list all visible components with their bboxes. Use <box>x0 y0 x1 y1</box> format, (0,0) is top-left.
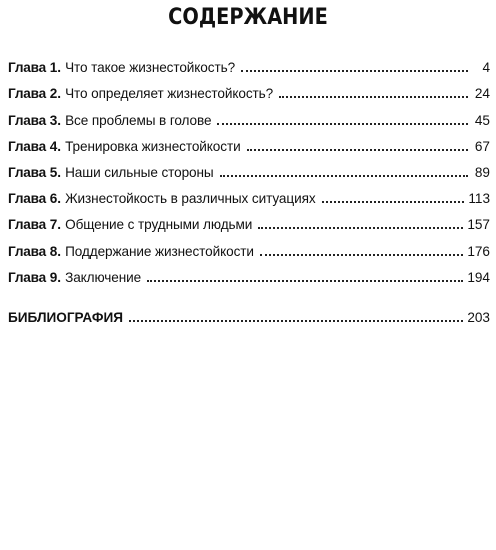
chapter-title: Жизнестойкость в различных ситуациях <box>65 191 316 207</box>
toc-entry-2[interactable] <box>8 76 490 102</box>
chapter-number: 1. <box>49 60 62 76</box>
toc-entry-bibliography[interactable] <box>8 300 490 326</box>
chapter-title: Поддержание жизнестойкости <box>65 243 254 259</box>
page-number: 24 <box>474 86 490 102</box>
toc-entry-3[interactable] <box>8 102 490 128</box>
chapter-prefix: Глава <box>8 164 46 180</box>
page-number: 157 <box>467 217 490 233</box>
toc-entry-5[interactable] <box>8 155 490 181</box>
chapter-prefix: Глава <box>8 243 46 259</box>
chapter-number: 4. <box>49 138 62 154</box>
dot-leader <box>258 227 463 229</box>
toc-entry-1[interactable] <box>8 50 490 76</box>
chapter-prefix: Глава <box>8 269 46 285</box>
dot-leader <box>260 254 463 256</box>
chapter-prefix: Глава <box>8 112 46 128</box>
chapter-number: 9. <box>49 269 62 285</box>
page-number: 67 <box>474 138 490 154</box>
page-title: СОДЕРЖАНИЕ <box>168 5 328 30</box>
page-number: 113 <box>468 191 490 207</box>
toc-entry-7[interactable] <box>8 207 490 233</box>
dot-leader <box>220 175 468 177</box>
page-number: 203 <box>467 309 490 325</box>
dot-leader <box>279 96 468 98</box>
chapter-number: 8. <box>49 243 62 259</box>
chapter-title: Все проблемы в голове <box>65 112 212 128</box>
toc-entry-8[interactable] <box>8 233 490 259</box>
chapter-prefix: Глава <box>8 86 46 102</box>
chapter-number: 5. <box>49 164 62 180</box>
chapter-title: Заключение <box>65 269 142 285</box>
chapter-number: 3. <box>49 112 62 128</box>
chapter-title: Что определяет жизнестойкость? <box>65 86 274 102</box>
chapter-prefix: Глава <box>8 60 46 76</box>
dot-leader <box>129 320 463 322</box>
bibliography-label: БИБЛИОГРАФИЯ <box>8 309 124 325</box>
toc-entry-6[interactable] <box>8 181 490 207</box>
page-number: 194 <box>467 269 490 285</box>
chapter-title: Наши сильные стороны <box>65 164 214 180</box>
dot-leader <box>247 149 468 151</box>
chapter-number: 7. <box>49 217 62 233</box>
dot-leader <box>241 70 468 72</box>
page-number: 45 <box>474 112 490 128</box>
chapter-title: Тренировка жизнестойкости <box>65 138 241 154</box>
page-number: 4 <box>482 60 490 76</box>
toc-entry-9[interactable] <box>8 260 490 286</box>
dot-leader <box>217 123 468 125</box>
chapter-title: Общение с трудными людьми <box>65 217 253 233</box>
toc-entry-4[interactable] <box>8 129 490 155</box>
page-number: 89 <box>474 164 490 180</box>
dot-leader <box>147 280 463 282</box>
chapter-prefix: Глава <box>8 138 46 154</box>
chapter-number: 6. <box>49 191 62 207</box>
dot-leader <box>322 201 465 203</box>
toc-list <box>8 50 490 326</box>
chapter-prefix: Глава <box>8 191 46 207</box>
chapter-prefix: Глава <box>8 217 46 233</box>
page-number: 176 <box>467 243 490 259</box>
chapter-number: 2. <box>49 86 62 102</box>
chapter-title: Что такое жизнестойкость? <box>65 60 236 76</box>
